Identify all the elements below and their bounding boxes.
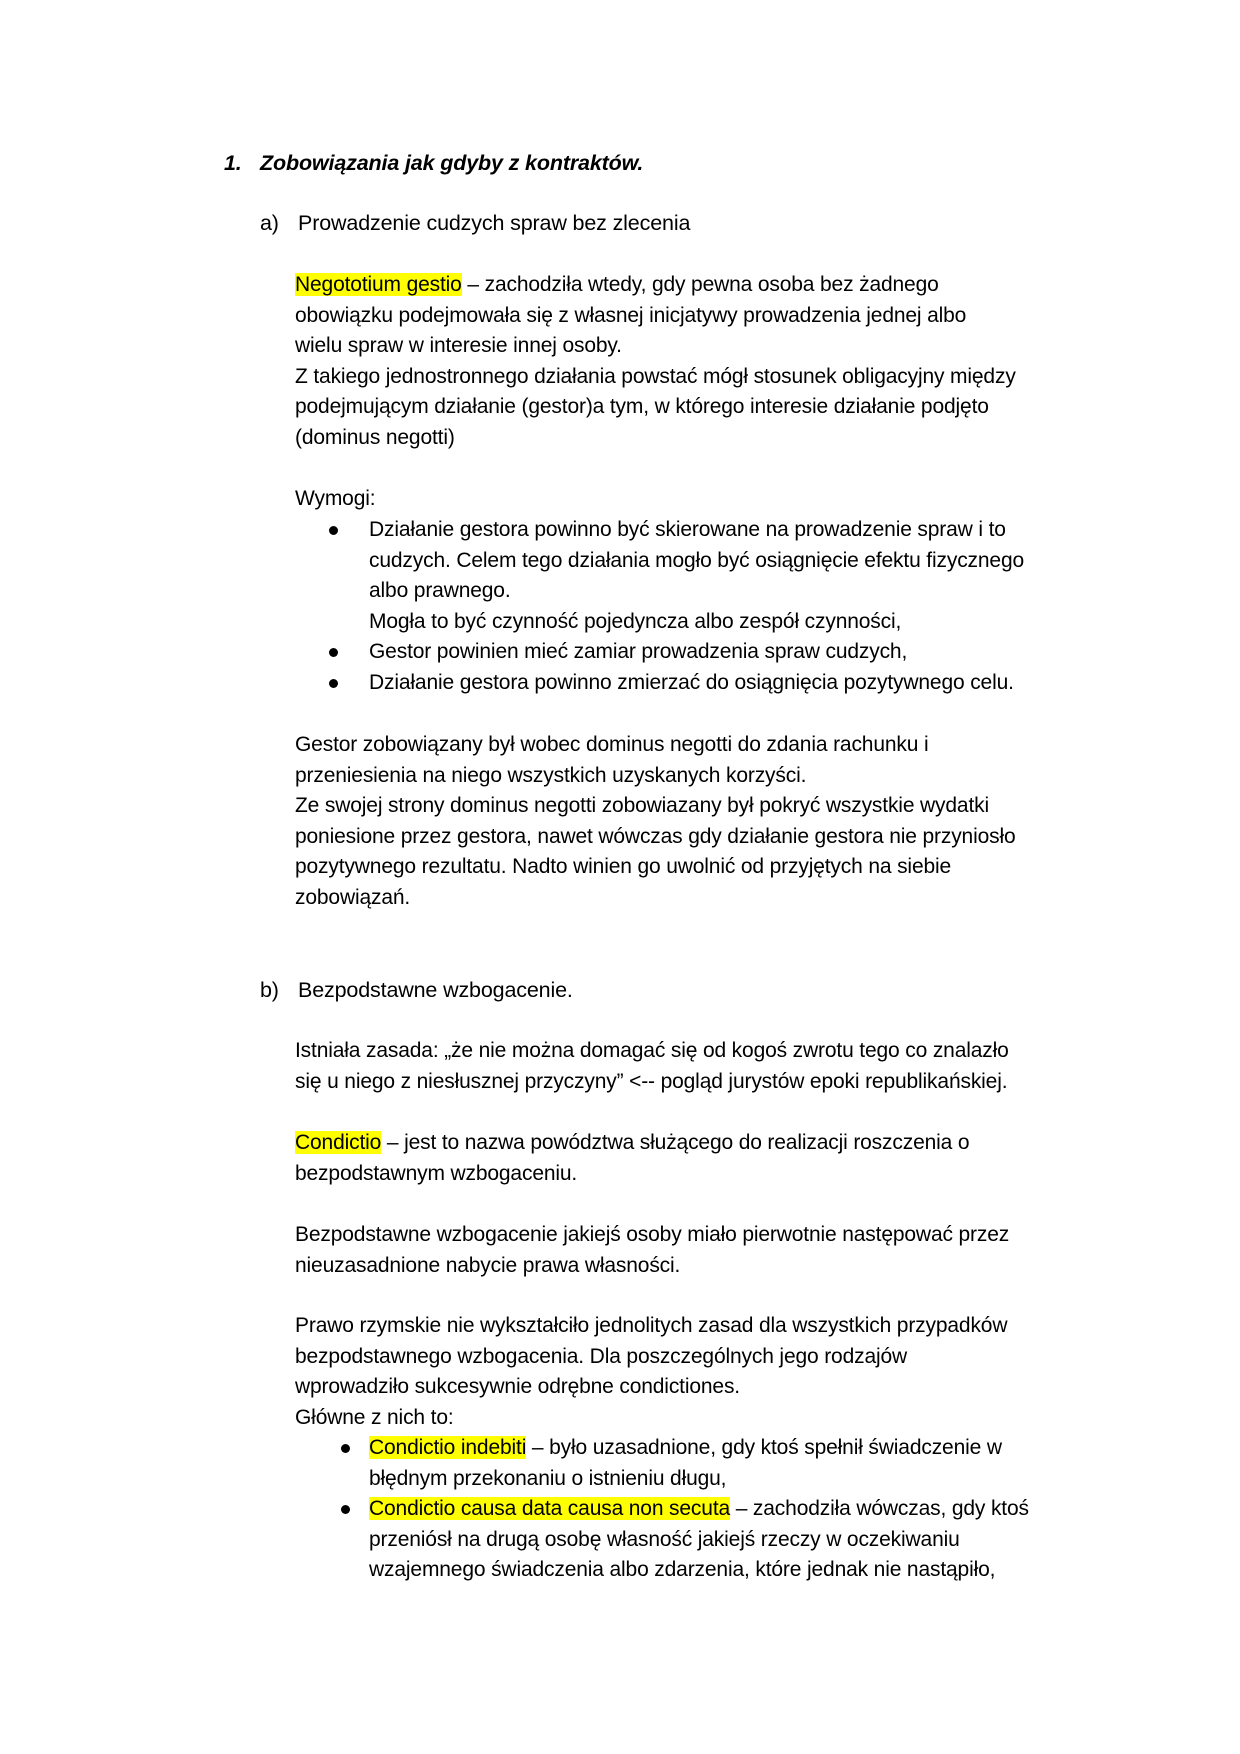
- subsection-b-letter: b): [260, 978, 279, 1002]
- paragraph-line: pozytywnego rezultatu. Nadto winien go uwolnić od przyjętych na siebie: [295, 855, 952, 879]
- paragraph-line: bezpodstawnego wzbogacenia. Dla poszczególnych jego rodzajów: [295, 1344, 908, 1368]
- paragraph-line: Ze swojej strony dominus negotti zobowiazany był pokryć wszystkie wydatki: [295, 794, 990, 818]
- paragraph-line: nieuzasadnione nabycie prawa własności.: [295, 1253, 681, 1277]
- paragraph-enrichment: [295, 1220, 1125, 1281]
- condictiones-list: [369, 1433, 1129, 1586]
- definition-line: obowiązku podejmowała się z własnej inicjatywy prowadzenia jednej albo: [295, 303, 967, 327]
- subsection-a-title: [260, 208, 690, 239]
- paragraph-line: się u niego z niesłusznej przyczyny” <-- pogląd jurystów epoki republikańskiej.: [295, 1069, 1008, 1093]
- list-item: [369, 1494, 1129, 1586]
- paragraph-roman-law: [295, 1311, 1125, 1433]
- requirements-label: Wymogi:: [295, 487, 376, 510]
- paragraph-rule: [295, 1036, 1125, 1097]
- list-item-line: wzajemnego świadczenia albo zdarzenia, które jednak nie nastąpiło,: [369, 1558, 996, 1582]
- list-item-text: – zachodziła wówczas, gdy ktoś: [730, 1497, 1029, 1521]
- bullet-icon: [329, 648, 338, 657]
- definition-text: – zachodziła wtedy, gdy pewna osoba bez żadnego: [461, 273, 939, 296]
- list-item-text: – było uzasadnione, gdy ktoś spełnił świadczenie w: [526, 1436, 1002, 1459]
- highlight-term: Negototium gestio: [295, 273, 462, 296]
- definition-line: (dominus negotti): [295, 425, 455, 449]
- list-item-line: błędnym przekonaniu o istnieniu długu,: [369, 1466, 727, 1490]
- definition-line: podejmującym działanie (gestor)a tym, w którego interesie działanie podjęto: [295, 395, 989, 419]
- definition-line: bezpodstawnym wzbogaceniu.: [295, 1161, 578, 1185]
- list-item: [369, 515, 1129, 637]
- subsection-b-text: Bezpodstawne wzbogacenie.: [298, 978, 573, 1002]
- paragraph-line: Gestor zobowiązany był wobec dominus negotti do zdania rachunku i: [295, 733, 929, 756]
- paragraph-gestor-obligations: [295, 730, 1125, 914]
- paragraph-line: zobowiązań.: [295, 885, 411, 909]
- heading-title: Zobowiązania jak gdyby z kontraktów.: [260, 151, 644, 175]
- list-item: [369, 1433, 1129, 1494]
- section-heading: [224, 148, 643, 179]
- definition-condictio: [295, 1128, 1125, 1189]
- bullet-icon: [329, 679, 338, 688]
- paragraph-line: przeniesienia na niego wszystkich uzyskanych korzyści.: [295, 763, 807, 787]
- definition-line: Z takiego jednostronnego działania powstać mógł stosunek obligacyjny między: [295, 364, 1016, 388]
- bullet-icon: [329, 526, 338, 535]
- list-item-line: Działanie gestora powinno być skierowane na prowadzenie spraw i to: [369, 518, 1006, 541]
- requirements-list: [369, 515, 1129, 699]
- highlight-term: Condictio causa data causa non secuta: [369, 1497, 731, 1521]
- bullet-icon: [341, 1505, 350, 1514]
- paragraph-line: Główne z nich to:: [295, 1405, 454, 1429]
- list-item-line: cudzych. Celem tego działania mogło być osiągnięcie efektu fizycznego: [369, 548, 1025, 572]
- highlight-term: Condictio: [295, 1131, 382, 1154]
- highlight-term: Condictio indebiti: [369, 1436, 527, 1459]
- definition-negotium: [295, 270, 1125, 454]
- list-item: [369, 637, 1129, 668]
- subsection-b-title: [260, 975, 573, 1006]
- paragraph-line: Prawo rzymskie nie wykształciło jednolitych zasad dla wszystkich przypadków: [295, 1314, 1008, 1337]
- heading-number: 1.: [224, 151, 242, 175]
- list-item: [369, 668, 1129, 699]
- paragraph-line: Bezpodstawne wzbogacenie jakiejś osoby miało pierwotnie następować przez: [295, 1223, 1010, 1246]
- list-item-line: Gestor powinien mieć zamiar prowadzenia spraw cudzych,: [369, 640, 908, 664]
- list-item-line: Działanie gestora powinno zmierzać do osiągnięcia pozytywnego celu.: [369, 670, 1014, 694]
- list-item-line: przeniósł na drugą osobę własność jakiejś rzeczy w oczekiwaniu: [369, 1527, 960, 1551]
- definition-line: wielu spraw w interesie innej osoby.: [295, 334, 622, 358]
- list-item-line: albo prawnego.: [369, 579, 511, 603]
- paragraph-line: poniesione przez gestora, nawet wówczas gdy działanie gestora nie przyniosło: [295, 824, 1016, 848]
- subsection-a-letter: a): [260, 211, 279, 235]
- paragraph-line: Istniała zasada: „że nie można domagać się od kogoś zwrotu tego co znalazło: [295, 1039, 1009, 1062]
- subsection-a-text: Prowadzenie cudzych spraw bez zlecenia: [298, 211, 691, 235]
- paragraph-line: wprowadziło sukcesywnie odrębne condictiones.: [295, 1375, 740, 1399]
- bullet-icon: [341, 1444, 350, 1453]
- definition-text: – jest to nazwa powództwa służącego do realizacji roszczenia o: [381, 1131, 970, 1154]
- list-item-line: Mogła to być czynność pojedyncza albo zespół czynności,: [369, 609, 902, 633]
